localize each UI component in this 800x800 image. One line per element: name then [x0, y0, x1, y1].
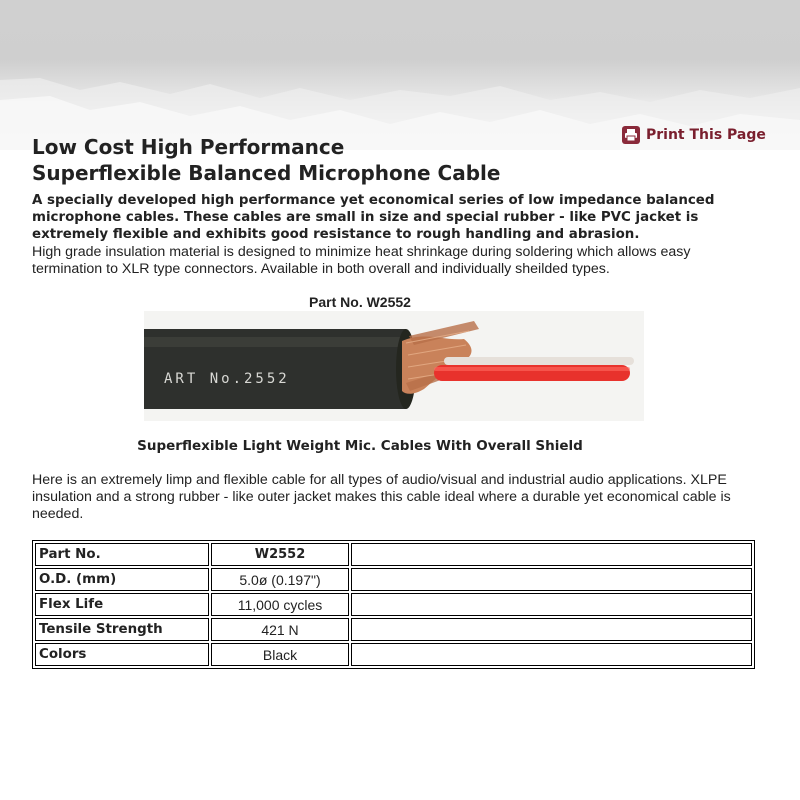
intro-bold-text: A specially developed high performance yet economical series of low impedance balanced microphone cables. These cables are small in size and special rubber - like PVC jacket is extremely flexible and exhibits good resistance to rough handling and abrasion.: [32, 193, 715, 242]
spec-empty-cell: [351, 618, 752, 641]
spec-value: 5.0ø (0.197"): [211, 568, 349, 591]
part-number-label: Part No. W2552: [309, 294, 411, 310]
page-title: [32, 134, 500, 186]
print-page-link[interactable]: [622, 126, 766, 144]
spec-label: Colors: [35, 643, 209, 666]
spec-value: Black: [211, 643, 349, 666]
spec-value: W2552: [211, 543, 349, 566]
table-row: [35, 593, 752, 616]
spec-value: 421 N: [211, 618, 349, 641]
spec-label: Part No.: [35, 543, 209, 566]
cable-photo: [144, 311, 644, 421]
spec-empty-cell: [351, 568, 752, 591]
page-title-line1: Low Cost High Performance: [32, 135, 345, 159]
spec-label: Flex Life: [35, 593, 209, 616]
spec-label: O.D. (mm): [35, 568, 209, 591]
product-description: Here is an extremely limp and flexible cable for all types of audio/visual and industrial audio applications. XLPE insulation and a strong rubber - like outer jacket makes this cable ideal where a durable yet economical cable is needed.: [32, 472, 731, 522]
spec-value: 11,000 cycles: [211, 593, 349, 616]
spec-empty-cell: [351, 543, 752, 566]
table-row: [35, 643, 752, 666]
intro-plain-text: High grade insulation material is designed to minimize heat shrinkage during soldering which allows easy termination to XLR type connectors. Available in both overall and individually sheilded types.: [32, 244, 691, 277]
table-row: [35, 618, 752, 641]
cable-print-text: ART No.2552: [164, 371, 290, 387]
table-row: [35, 568, 752, 591]
spec-empty-cell: [351, 643, 752, 666]
product-caption: Superflexible Light Weight Mic. Cables With Overall Shield: [137, 438, 583, 454]
spec-label: Tensile Strength: [35, 618, 209, 641]
header-banner: [0, 0, 800, 140]
table-row: [35, 543, 752, 566]
printer-icon: [622, 126, 640, 144]
specs-table: [32, 540, 755, 669]
page-title-line2: Superflexible Balanced Microphone Cable: [32, 161, 501, 185]
spec-empty-cell: [351, 593, 752, 616]
print-page-label: Print This Page: [646, 127, 766, 143]
